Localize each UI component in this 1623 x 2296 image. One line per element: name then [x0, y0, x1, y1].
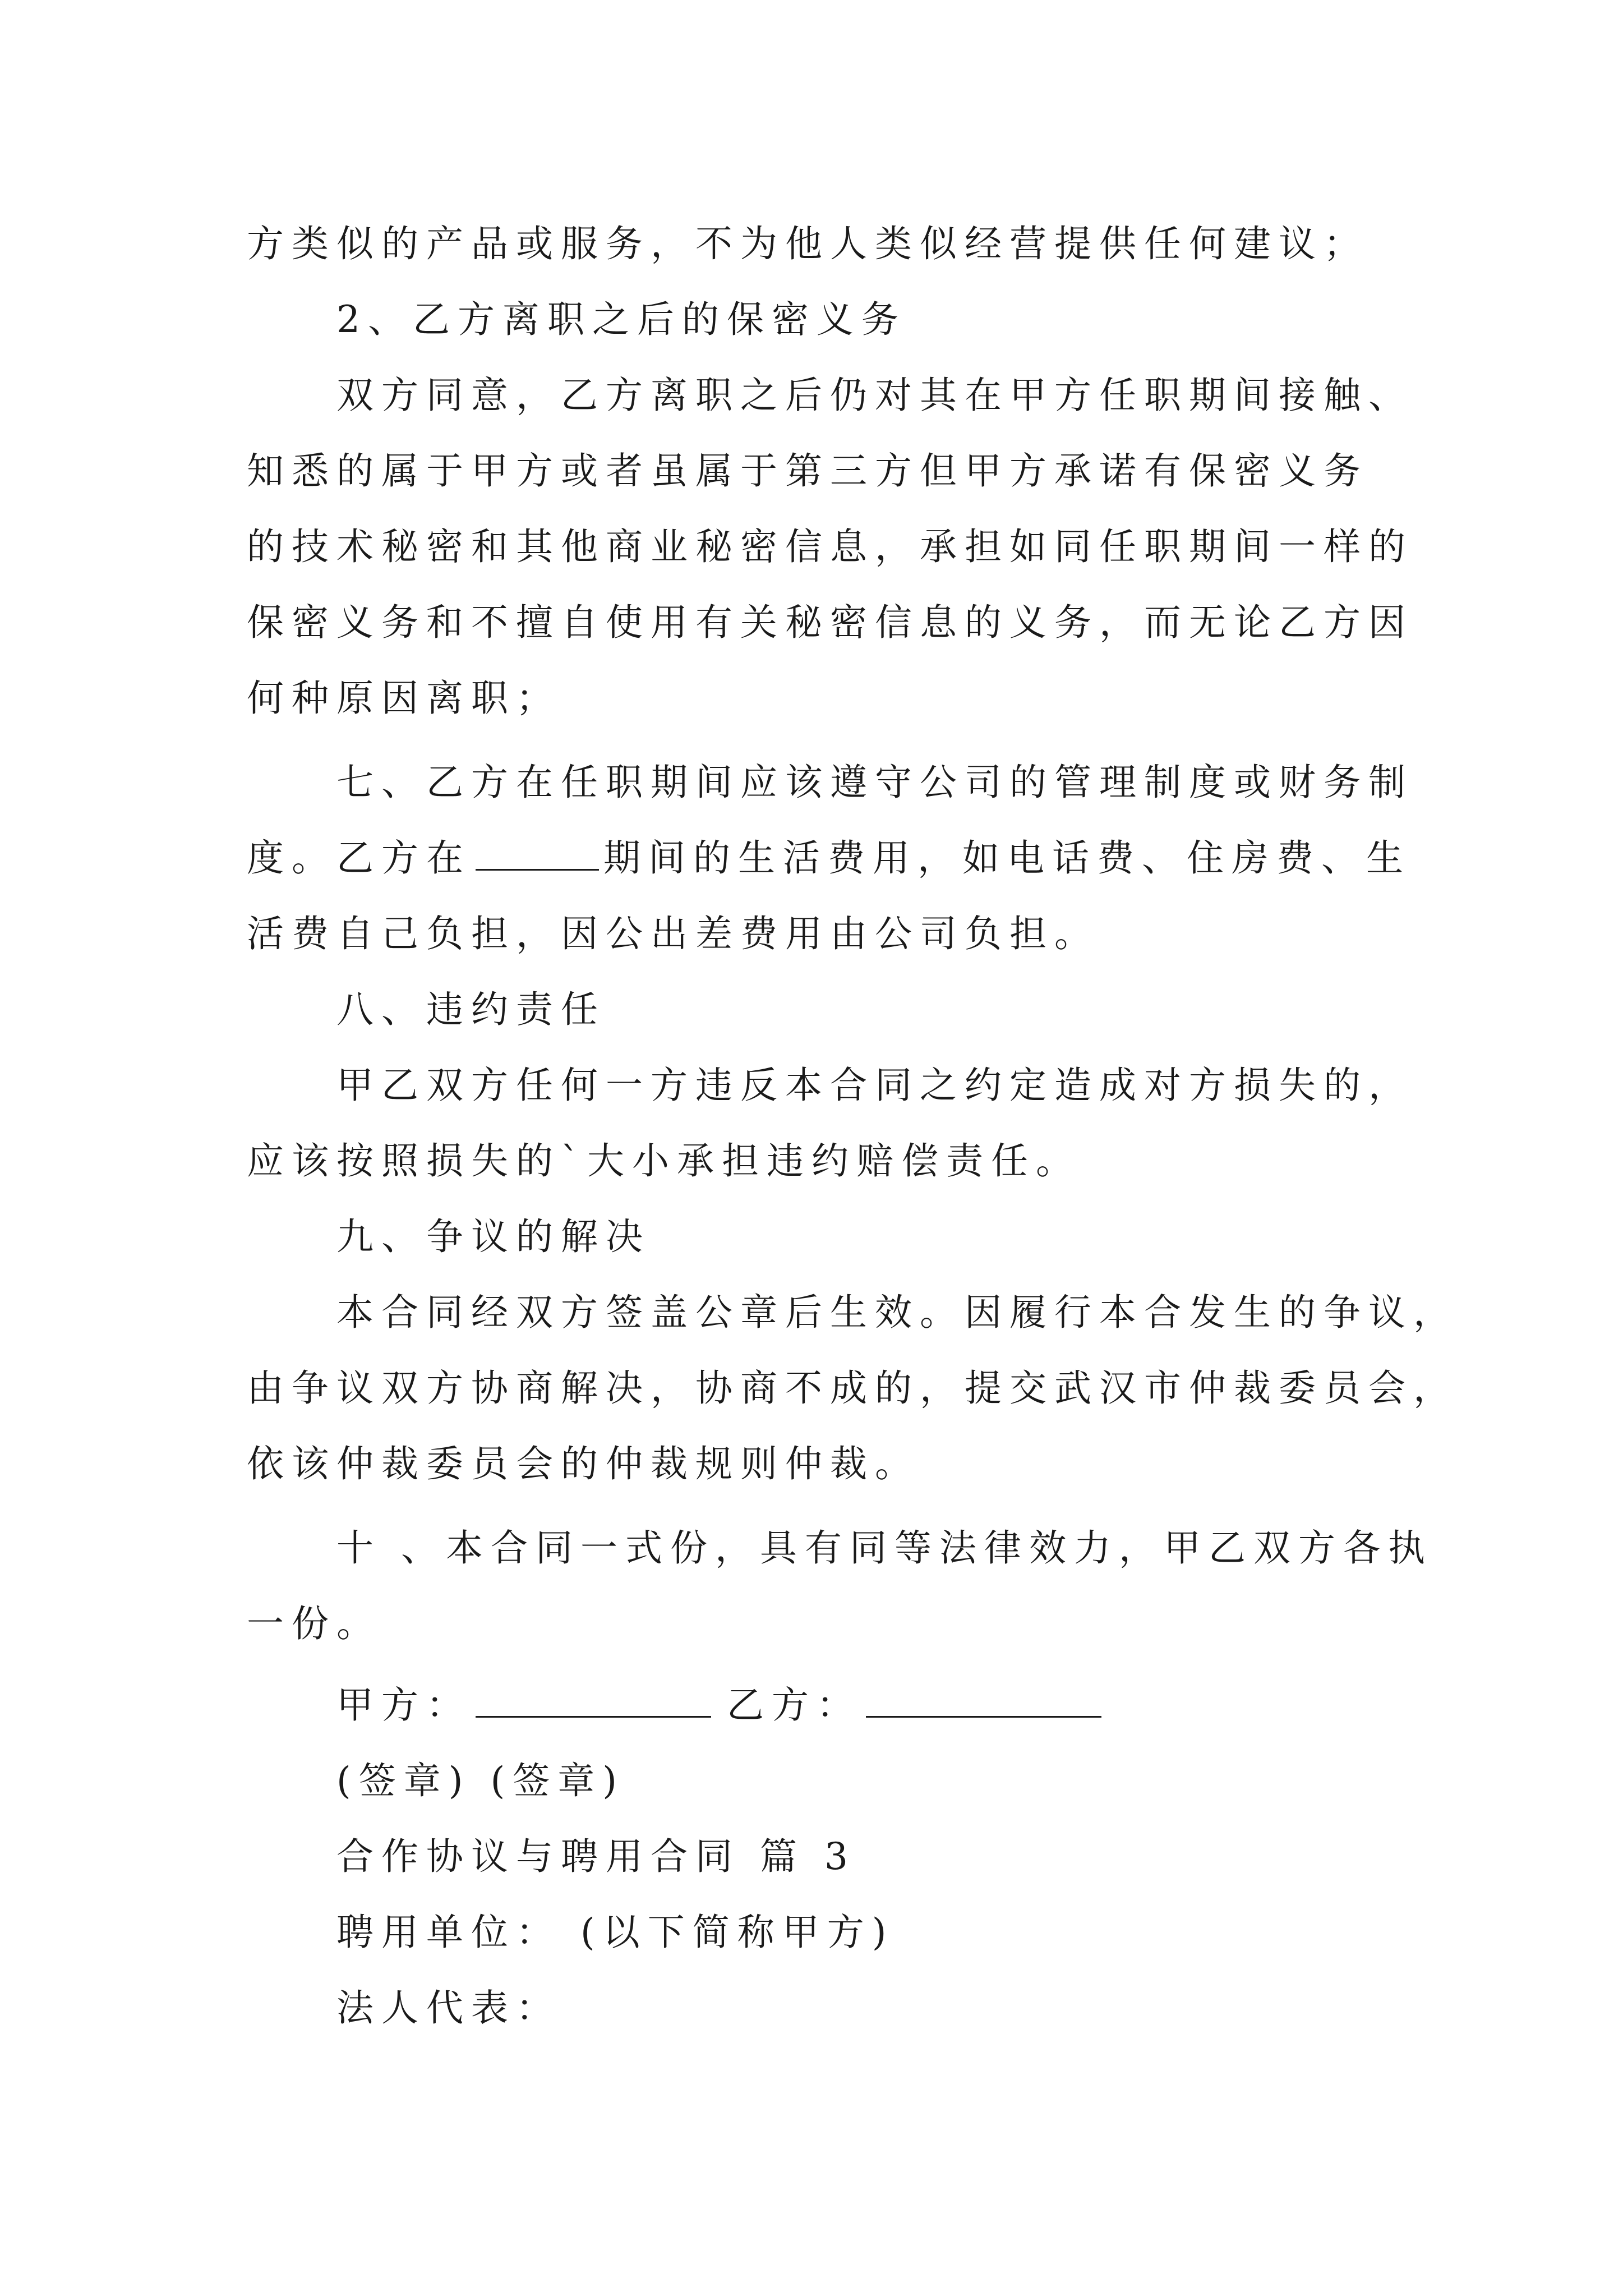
text-line: 一份。: [247, 1602, 381, 1645]
text-line: 聘用单位： (以下简称甲方): [336, 1911, 895, 1954]
section-heading: 八、违约责任: [336, 988, 606, 1031]
text-line: 保密义务和不擅自使用有关秘密信息的义务，而无论乙方因: [247, 601, 1413, 644]
party-a-blank: [476, 1710, 711, 1718]
text-line: 何种原因离职；: [247, 677, 561, 720]
text-line-with-blank: [247, 830, 1424, 886]
section-heading: 九、争议的解决: [336, 1215, 651, 1258]
text-fragment: 度。乙方在: [247, 836, 471, 880]
text-line: 本合同经双方签盖公章后生效。因履行本合发生的争议，: [336, 1291, 1458, 1334]
party-a-label: 甲方：: [336, 1683, 471, 1727]
text-line: 知悉的属于甲方或者虽属于第三方但甲方承诺有保密义务: [247, 449, 1368, 493]
text-line: 依该仲裁委员会的仲裁规则仲裁。: [247, 1442, 920, 1485]
article-title: 合作协议与聘用合同 篇 3: [336, 1835, 856, 1878]
text-fragment: 期间的生活费用，如电话费、住房费、生: [603, 836, 1411, 880]
text-line: 甲乙双方任何一方违反本合同之约定造成对方损失的，: [336, 1064, 1413, 1107]
text-line: 由争议双方协商解决，协商不成的，提交武汉市仲裁委员会，: [247, 1366, 1458, 1410]
fill-in-blank: [476, 863, 599, 871]
text-line: 双方同意，乙方离职之后仍对其在甲方任职期间接触、: [336, 374, 1413, 417]
text-line: 方类似的产品或服务，不为他人类似经营提供任何建议；: [247, 222, 1368, 265]
seal-labels: (签章) (签章): [336, 1759, 625, 1802]
text-line: 的技术秘密和其他商业秘密信息，承担如同任职期间一样的: [247, 525, 1413, 568]
text-line: 活费自己负担，因公出差费用由公司负担。: [247, 912, 1099, 955]
section-heading: 2、乙方离职之后的保密义务: [336, 298, 906, 341]
party-b-blank: [866, 1710, 1101, 1718]
text-line: 十 、本合同一式份，具有同等法律效力，甲乙双方各执: [336, 1526, 1433, 1570]
text-line: 法人代表：: [336, 1986, 561, 2030]
text-line: 七、乙方在任职期间应该遵守公司的管理制度或财务制: [336, 761, 1413, 804]
text-line: 应该按照损失的`大小承担违约赔偿责任。: [247, 1139, 1081, 1182]
signature-line: [336, 1677, 1514, 1733]
party-b-label: 乙方：: [727, 1683, 861, 1727]
